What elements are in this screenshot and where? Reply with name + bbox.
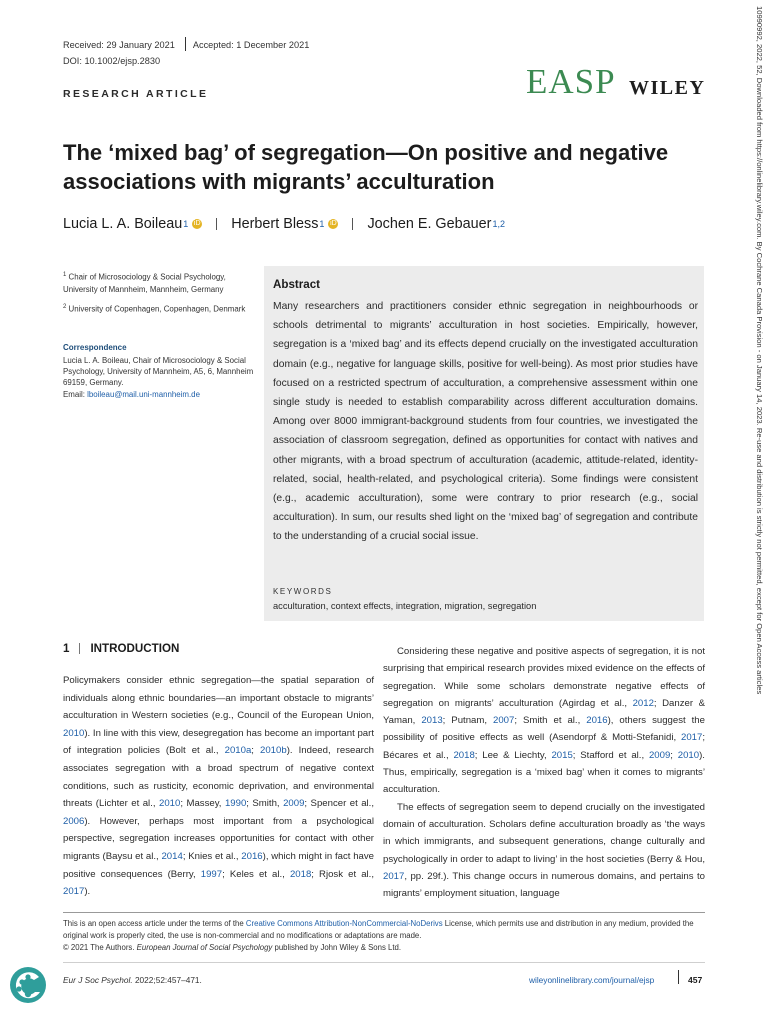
copyright-text: © 2021 The Authors. [63, 942, 137, 952]
affiliation-number: 1 [63, 272, 67, 278]
footer-rule [63, 962, 705, 963]
body-paragraph [383, 643, 705, 799]
section-title: INTRODUCTION [90, 642, 180, 655]
body-text: ; [670, 749, 678, 761]
copyright-text: published by John Wiley & Sons Ltd. [272, 942, 402, 952]
citation-link[interactable]: 2009 [648, 749, 671, 761]
section-number: 1 [63, 642, 70, 655]
citation-link[interactable]: 2018 [289, 868, 312, 880]
author-affil-sup[interactable]: 1,2 [492, 219, 505, 229]
affiliation [63, 269, 251, 297]
citation-link[interactable]: 2018 [453, 749, 475, 761]
citation-link[interactable]: 2010 [63, 727, 85, 739]
wiley-logo: WILEY [629, 77, 706, 99]
author-divider [216, 218, 217, 230]
affiliation [63, 301, 251, 316]
citation-link[interactable]: 2015 [551, 749, 573, 761]
body-text: ; Smith et al., [514, 715, 587, 727]
accepted-date: Accepted: 1 December 2021 [192, 40, 310, 50]
correspondence-block [63, 355, 263, 400]
body-text: ; Massey, [180, 798, 225, 810]
author-divider [352, 218, 353, 230]
citation-link[interactable]: 2010 [677, 749, 700, 761]
license-text: This is an open access article under the terms of the [63, 919, 246, 928]
citation-link[interactable]: 2016 [241, 850, 263, 862]
citation-link[interactable]: 2012 [632, 697, 654, 709]
license-link[interactable]: Creative Commons Attribution-NonCommercial-NoDerivs [245, 919, 443, 928]
correspondence-address: Lucia L. A. Boileau, Chair of Microsociology & Social Psychology, University of Mannheim, A5, 6, Mannheim 69159, Germany. [63, 356, 254, 388]
body-text: ; Spencer et al., [304, 798, 375, 810]
body-text: ; [251, 745, 261, 757]
abstract-heading: Abstract [273, 278, 321, 291]
body-text: The effects of segregation seem to depend crucially on the investigated domain of acculturation. Scholars define acculturation broadly as ‘the ways in which immigrants, and subsequent generations, change culturally and psychologically in order to adapt to living’ in the host societies (Berry & Hou, [383, 801, 705, 865]
author-affil-sup[interactable]: 1 [319, 219, 325, 229]
author-name[interactable]: Lucia L. A. Boileau [63, 216, 183, 232]
journal-abbrev: Eur J Soc Psychol. [63, 975, 133, 985]
citation-link[interactable]: 2009 [283, 798, 305, 810]
citation-link[interactable]: 2010b [260, 745, 287, 757]
body-paragraph [383, 799, 705, 903]
page-number: 457 [688, 975, 703, 985]
body-text: ; Smith, [246, 798, 284, 810]
body-paragraph [63, 672, 374, 901]
citation-link[interactable]: 2014 [161, 850, 183, 862]
citation-link[interactable]: 2006 [63, 815, 85, 827]
citation-link[interactable]: 1997 [200, 868, 223, 880]
body-text: ; Stafford et al., [572, 749, 649, 761]
body-column-right [383, 643, 705, 902]
received-date: Received: 29 January 2021 [63, 40, 175, 50]
section-divider [79, 643, 80, 654]
open-access-icon-graphic [6, 963, 50, 1007]
section-heading [63, 642, 179, 655]
body-text: ; Bécares et al., [383, 732, 705, 761]
correspondence-heading: Correspondence [63, 343, 127, 352]
body-text: ; Putnam, [442, 715, 494, 727]
body-text: , pp. 29f.). This change occurs in numerous domains, and pertains to migrants’ employment situation, language [383, 870, 705, 900]
citation-link[interactable]: 2017 [383, 870, 405, 882]
article-dates [63, 37, 309, 51]
citation-link[interactable]: 1990 [224, 798, 247, 810]
download-watermark: 10990992, 2022, 52, Downloaded from https://onlinelibrary.wiley.com. By Cochrane Canada Provision - on January 14, 2023. Re-use and distribution is strictly not permitted, except for Open Access articles [755, 6, 764, 695]
license-notice [63, 918, 705, 953]
body-text: ), which might in fact have positive consequences (Berry, [63, 850, 374, 880]
abstract-text: Many researchers and practitioners consider ethnic segregation in neighbourhoods or schools detrimental to migrants’ acculturation in host societies. Empirically, however, segregation is a ‘mixed bag’ and its effects depend crucially on the investigated acculturation domain (e.g., negative for language skills, positive for well-being). As most prior studies have focused on a restricted spectrum of acculturation, a comprehensive assessment within one single study is needed to establish comparability across different acculturation domains. Among over 8000 immigrant-background students from four countries, we investigated the association of classroom segregation, defined as opportunities for contact with natives and other migrants, with a broad spectrum of acculturation (academic, attitude-related, identity-related, social, health-related, and psychological criteria). Some findings were consistent (e.g., academic acculturation), some were contrary to prior research (e.g., social acculturation). In sum, our results shed light on the ‘mixed bag’ of segregation and contribute to the understanding of a crucial social issue. [273, 301, 698, 543]
article-type: RESEARCH ARTICLE [63, 88, 209, 100]
affiliation-text: Chair of Microsociology & Social Psychology, University of Mannheim, Mannheim, Germany [63, 272, 226, 295]
body-text: Considering these negative and positive aspects of segregation, it is not surprising that empirical research provides mixed evidence on the effects of segregation. While some scholars demonstrate negative effects of segregation on migrants’ acculturation (Agirdag et al., [383, 646, 705, 709]
open-access-icon[interactable] [6, 963, 50, 1007]
body-text: ). [84, 886, 91, 898]
author-name[interactable]: Jochen E. Gebauer [367, 216, 492, 232]
divider [185, 37, 186, 51]
orcid-icon[interactable]: iD [193, 220, 201, 227]
affiliation-number: 2 [63, 304, 67, 310]
doi[interactable]: DOI: 10.1002/ejsp.2830 [63, 56, 161, 66]
citation-link[interactable]: 2017 [63, 886, 85, 898]
license-text: License, which permits use and distribution in any medium, provided the original work is properly cited, the use is non-commercial and no modifications or adaptations are made. [63, 919, 694, 940]
citation-link[interactable]: 2010 [158, 798, 181, 810]
body-text: ; Keles et al., [222, 868, 290, 880]
body-text: ; Danzer & Yaman, [383, 697, 705, 727]
article-title: The ‘mixed bag’ of segregation—On positive and negative associations with migrants’ acculturation [63, 140, 669, 194]
footer-divider [678, 970, 679, 984]
body-text: ). Thus, empirically, segregation is a ‘mixed bag’ when it comes to migrants’ acculturation. [383, 749, 705, 796]
body-text: ). Indeed, research associates segregation with a broad spectrum of negative context conditions, such as rusticity, economic deprivation, and environmental threats (Lichter et al., [63, 745, 374, 810]
body-text: ), others suggest the possibility of positive effects as well (Asendorpf & Motti-Stefanidi, [383, 715, 705, 744]
citation-link[interactable]: 2017 [680, 732, 703, 744]
journal-url[interactable]: wileyonlinelibrary.com/journal/ejsp [529, 975, 655, 985]
journal-title: European Journal of Social Psychology [136, 942, 273, 952]
easp-logo: EASP [526, 62, 616, 101]
body-text: ). However, perhaps most important from a psychological perspective, segregation increases opportunities for contact with other migrants (Baysu et al., [63, 815, 374, 862]
citation-link[interactable]: 2010a [224, 745, 252, 757]
citation-link[interactable]: 2013 [421, 715, 443, 727]
footer-rule [63, 912, 705, 913]
citation-link[interactable]: 2007 [493, 715, 515, 727]
orcid-icon[interactable]: iD [330, 220, 337, 227]
affiliation-text: University of Copenhagen, Copenhagen, Denmark [68, 304, 246, 314]
email-link[interactable]: lboileau@mail.uni-mannheim.de [87, 389, 200, 399]
body-text: ; Knies et al., [182, 850, 242, 862]
keywords: acculturation, context effects, integration, migration, segregation [273, 601, 537, 611]
body-text: ). In line with this view, desegregation has become an important part of integration policies (Bolt et al., [63, 727, 374, 757]
body-text: Policymakers consider ethnic segregation—the spatial separation of individuals along ethnic boundaries—an important obstacle to migrants’ acculturation in Western societies (e.g., Council of the European Union, [63, 675, 374, 722]
body-text: ; Rjosk et al., [311, 868, 375, 880]
email-label: Email: [63, 389, 88, 399]
journal-ref: 2022;52:457–471. [132, 975, 202, 985]
author-affil-sup[interactable]: 1 [183, 219, 189, 229]
author-name[interactable]: Herbert Bless [231, 216, 319, 232]
citation-link[interactable]: 2016 [586, 715, 608, 727]
keywords-heading: KEYWORDS [273, 587, 333, 596]
journal-citation [63, 975, 202, 985]
author-list [63, 216, 505, 232]
body-text: ; Lee & Liechty, [474, 749, 552, 761]
